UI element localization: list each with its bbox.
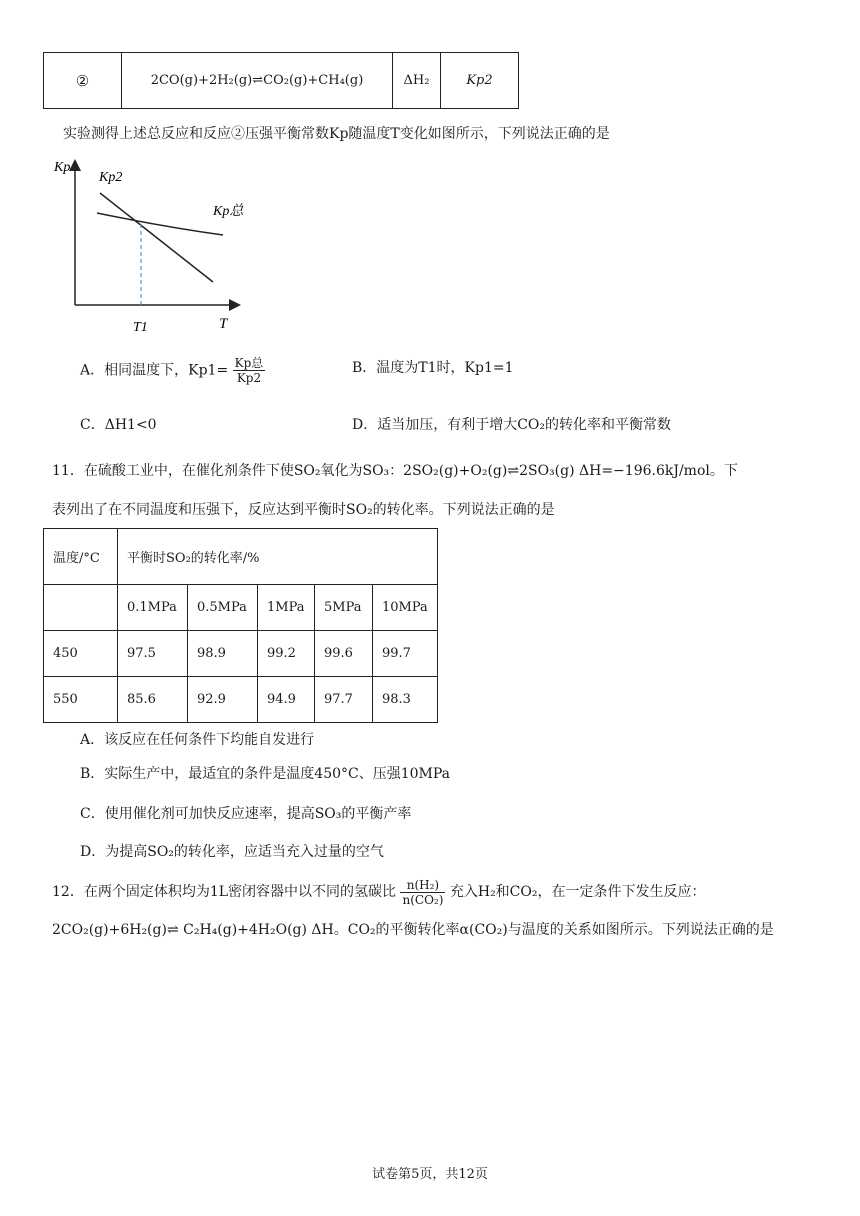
- equilibrium-constant: Kp2: [441, 53, 519, 109]
- value-cell: 85.6: [118, 677, 188, 723]
- fraction-denominator: n(CO₂): [402, 892, 444, 907]
- q11-stem-line2: 表列出了在不同温度和压强下，反应达到平衡时SO₂的转化率。下列说法正确的是: [52, 502, 555, 518]
- kp-total-line: [97, 213, 223, 235]
- kp-temperature-graph: [45, 155, 255, 335]
- q10-option-d[interactable]: D．适当加压，有利于增大CO₂的转化率和平衡常数: [352, 417, 672, 433]
- empty-cell: [44, 585, 118, 631]
- pressure-cell: 5MPa: [315, 585, 373, 631]
- table-row: [44, 53, 519, 109]
- temp-cell: 450: [44, 631, 118, 677]
- q11-option-c[interactable]: C．使用催化剂可加快反应速率，提高SO₃的平衡产率: [80, 806, 412, 822]
- option-a-fraction: [233, 356, 266, 385]
- conversion-table: [43, 528, 438, 723]
- hydrogen-carbon-ratio: [400, 878, 445, 907]
- reaction-equation: 2CO(g)+2H₂(g)⇌CO₂(g)+CH₄(g): [122, 53, 393, 109]
- q12-text-post: 充入H₂和CO₂，在一定条件下发生反应：: [449, 884, 706, 900]
- pressure-cell: 0.1MPa: [118, 585, 188, 631]
- q11-stem-line1: 11．在硫酸工业中，在催化剂条件下使SO₂氧化为SO₃：2SO₂(g)+O₂(g)⇌2SO₃(g) ΔH=−196.6kJ/mol。下: [52, 463, 738, 479]
- table-row: [44, 529, 438, 585]
- fraction-numerator: n(H₂): [400, 878, 445, 893]
- fraction-numerator: Kp总: [234, 356, 264, 370]
- pressure-cell: 10MPa: [373, 585, 438, 631]
- option-a-text: A．相同温度下，Kp1=: [80, 362, 229, 379]
- value-cell: 99.6: [315, 631, 373, 677]
- value-cell: 98.3: [373, 677, 438, 723]
- value-cell: 97.5: [118, 631, 188, 677]
- reaction-table: [43, 52, 519, 109]
- enthalpy-symbol: ΔH₂: [393, 53, 441, 109]
- y-axis-label: Kp: [54, 160, 71, 175]
- conversion-header: 平衡时SO₂的转化率/%: [118, 529, 438, 585]
- q10-option-b[interactable]: B．温度为T1时，Kp1=1: [352, 360, 514, 376]
- value-cell: 99.7: [373, 631, 438, 677]
- t1-label: T1: [133, 320, 148, 335]
- temp-cell: 550: [44, 677, 118, 723]
- value-cell: 99.2: [258, 631, 315, 677]
- table-row: [44, 677, 438, 723]
- q10-option-a[interactable]: [80, 356, 265, 385]
- q12-stem-line1: [52, 872, 705, 912]
- fraction-denominator: Kp2: [236, 371, 262, 385]
- kp2-line: [100, 193, 213, 282]
- q10-option-c[interactable]: C．ΔH1<0: [80, 417, 157, 433]
- reaction-number: ②: [44, 53, 122, 109]
- q11-option-b[interactable]: B．实际生产中，最适宜的条件是温度450°C、压强10MPa: [80, 766, 451, 782]
- q11-option-a[interactable]: A．该反应在任何条件下均能自发进行: [80, 732, 315, 748]
- pressure-cell: 0.5MPa: [188, 585, 258, 631]
- q10-intro: 实验测得上述总反应和反应②压强平衡常数Kp随温度T变化如图所示，下列说法正确的是: [63, 126, 610, 142]
- q11-option-d[interactable]: D．为提高SO₂的转化率，应适当充入过量的空气: [80, 844, 384, 860]
- temp-header: 温度/°C: [44, 529, 118, 585]
- page-footer: 试卷第5页，共12页: [372, 1167, 488, 1182]
- value-cell: 92.9: [188, 677, 258, 723]
- value-cell: 98.9: [188, 631, 258, 677]
- kp2-label: Kp2: [99, 170, 123, 185]
- q12-text-pre: 12．在两个固定体积均为1L密闭容器中以不同的氢碳比: [52, 884, 397, 900]
- kp-total-label: Kp总: [213, 204, 244, 219]
- table-row: [44, 585, 438, 631]
- table-row: [44, 631, 438, 677]
- value-cell: 94.9: [258, 677, 315, 723]
- x-axis-label: T: [219, 316, 228, 332]
- q12-stem-line2: 2CO₂(g)+6H₂(g)⇌ C₂H₄(g)+4H₂O(g) ΔH。CO₂的平衡转化率α(CO₂)与温度的关系如图所示。下列说法正确的是: [52, 922, 774, 938]
- pressure-cell: 1MPa: [258, 585, 315, 631]
- value-cell: 97.7: [315, 677, 373, 723]
